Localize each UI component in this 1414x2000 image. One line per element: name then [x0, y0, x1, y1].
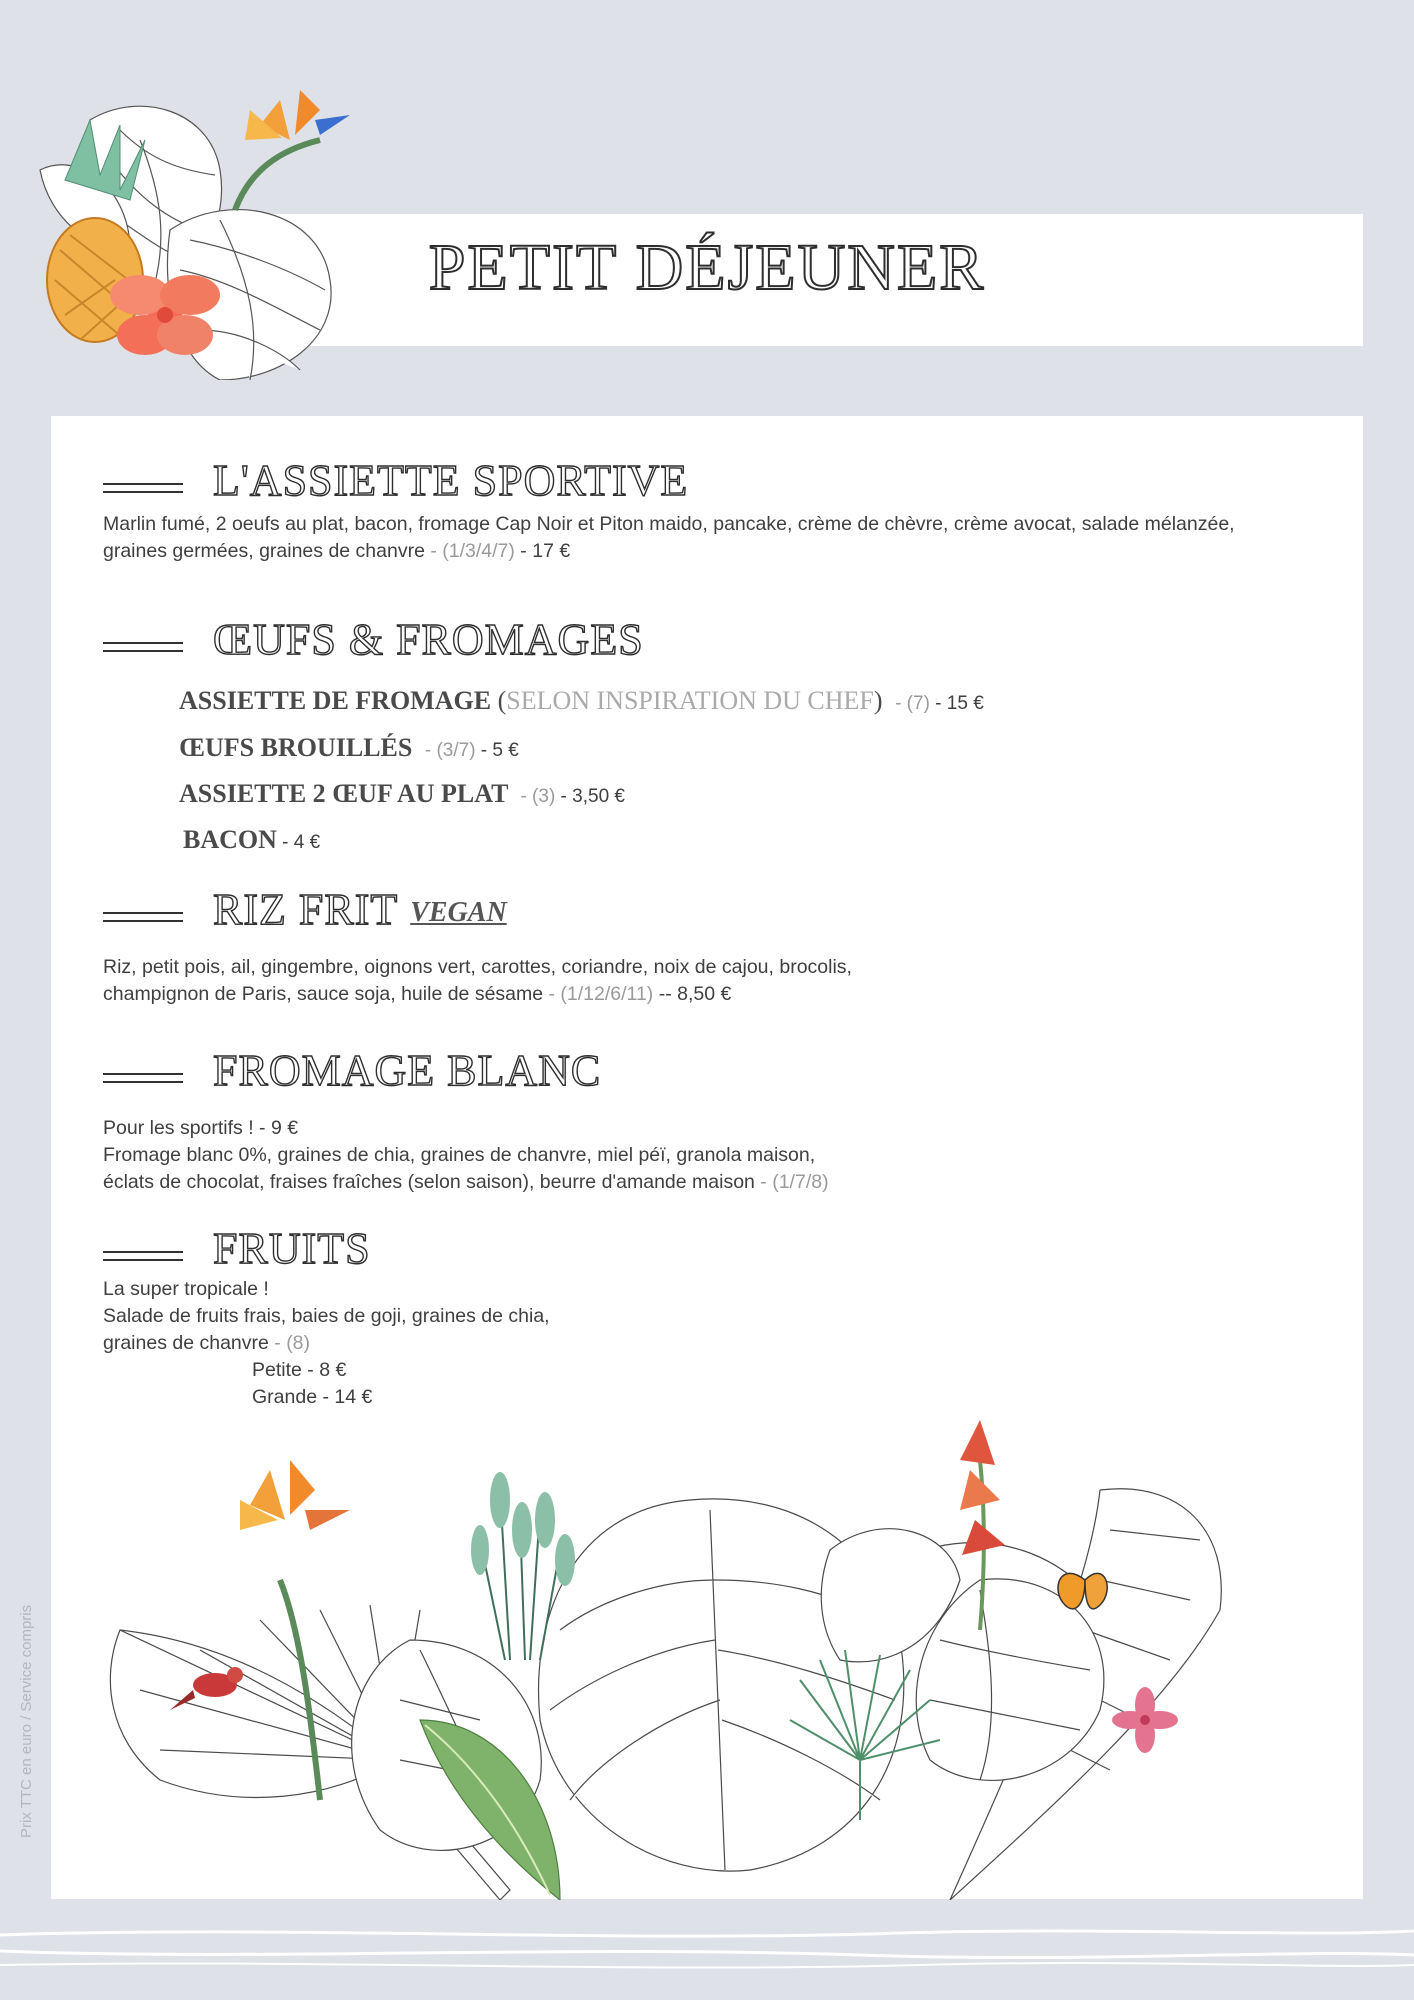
double-rule [103, 1073, 183, 1083]
double-rule [103, 912, 183, 922]
riz-description: Riz, petit pois, ail, gingembre, oignons vert, carottes, coriandre, noix de cajou, brocolis, champignon de Paris, sauce soja, huile de sésame - (1/12/6/11) -- 8,50 € [103, 956, 852, 1005]
wave-lines-decoration [0, 1915, 1414, 2000]
section-title: RIZ FRIT [213, 885, 399, 934]
section-fromage-blanc-header [103, 1045, 601, 1096]
price-note: Prix TTC en euro / Service compris [18, 1604, 35, 1838]
double-rule [103, 642, 183, 652]
menu-item: ŒUFS BROUILLÉS - (3/7) - 5 € [179, 733, 519, 762]
fruits-description: La super tropicale ! Salade de fruits frais, baies de goji, graines de chia, graines de chanvre - (8) Petite - 8 € Grande - 14 € [103, 1278, 550, 1408]
section-riz-header [103, 884, 507, 935]
section-title: ŒUFS & FROMAGES [213, 615, 644, 664]
section-title: L'ASSIETTE SPORTIVE [213, 456, 689, 505]
tropical-bouquet-illustration [20, 80, 380, 380]
menu-item: ASSIETTE DE FROMAGE (SELON INSPIRATION DU CHEF) - (7) - 15 € [179, 686, 984, 715]
double-rule [103, 483, 183, 493]
section-title: FRUITS [213, 1224, 371, 1273]
section-sportive-header [103, 455, 688, 506]
section-title: FROMAGE BLANC [213, 1046, 602, 1095]
page-title: PETIT DÉJEUNER [428, 231, 986, 304]
section-fruits-header [103, 1223, 371, 1274]
section-oeufs-header [103, 614, 644, 665]
fromage-blanc-description: Pour les sportifs ! - 9 € Fromage blanc 0%, graines de chia, graines de chanvre, miel péï, granola maison, éclats de chocolat, fraises fraîches (selon saison), beurre d'amande maison - (1/7/8) [103, 1117, 829, 1193]
double-rule [103, 1251, 183, 1261]
tropical-leaves-illustration [100, 1380, 1270, 1900]
menu-item: ASSIETTE 2 ŒUF AU PLAT - (3) - 3,50 € [179, 779, 625, 808]
menu-item: BACON - 4 € [183, 825, 321, 854]
sportive-description: Marlin fumé, 2 oeufs au plat, bacon, fromage Cap Noir et Piton maido, pancake, crème de chèvre, crème avocat, salade mélanzée, graines germées, graines de chanvre - (1/3/4/7) - 17 € [103, 513, 1235, 562]
vegan-tag: VEGAN [410, 896, 507, 928]
